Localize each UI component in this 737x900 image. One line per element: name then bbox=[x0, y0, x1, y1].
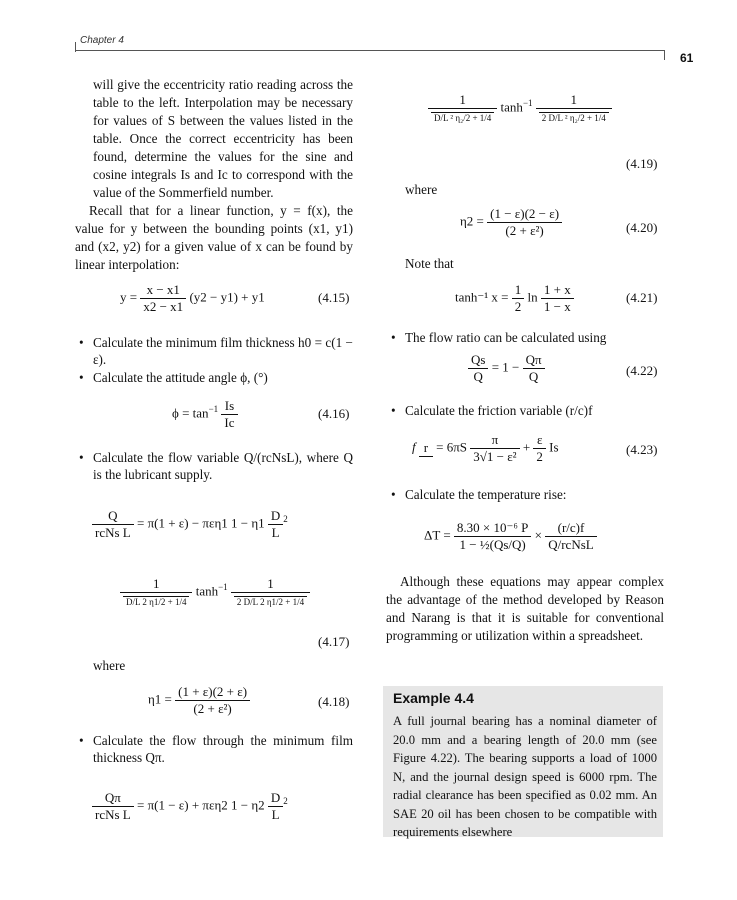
header-tick-left bbox=[75, 42, 76, 52]
eq415-rest: (y2 − y1) + y1 bbox=[189, 289, 265, 305]
eq419-mid: tanh bbox=[500, 99, 523, 115]
eq423-e-num: ε bbox=[536, 432, 543, 447]
eqqpi-tail-den: L bbox=[268, 806, 283, 823]
eqdt-num2: (r/c)f bbox=[557, 520, 585, 535]
where-label-2: where bbox=[405, 182, 438, 197]
eq417b-left-num: 1 bbox=[152, 576, 160, 591]
sqrt-right: 2 D/L 2 η1/2 + 1/4 bbox=[234, 596, 307, 607]
eq419-left-num: 1 bbox=[459, 92, 466, 107]
eq423-tail: Is bbox=[549, 439, 559, 455]
eq420-label: (4.20) bbox=[626, 220, 658, 235]
bullet-dot: • bbox=[391, 487, 396, 502]
header-rule bbox=[75, 50, 665, 51]
equation-delta-t bbox=[424, 520, 597, 553]
bullet-friction-text: Calculate the friction variable (r/c)f bbox=[405, 403, 593, 418]
bullet-min-film bbox=[79, 334, 353, 368]
eq421-coef-num: 1 bbox=[514, 282, 522, 297]
eq423-mid: = 6πS bbox=[436, 439, 467, 455]
bullet-flow-ratio-text: The flow ratio can be calculated using bbox=[405, 330, 607, 345]
equation-4-19: $\frac{1}{\text{D/L ² η₂/2 + 1/4}}$ $\tanh^{-1}$ $\frac{1}{\text{2 D/L ² η₂/2 + 1/4}}$ bbox=[428, 92, 612, 125]
eq423-frac-num: π bbox=[491, 432, 499, 447]
example-title: Example 4.4 bbox=[393, 690, 474, 706]
eqqpi-tail-num: D bbox=[270, 790, 281, 805]
eq422-den2: Q bbox=[523, 368, 545, 385]
eq416-num: Is bbox=[224, 398, 235, 413]
eq423-plus: + bbox=[522, 439, 531, 455]
sqrt-left-419: D/L ² η₂/2 + 1/4 bbox=[431, 112, 494, 123]
bullet-temperature bbox=[391, 486, 665, 503]
eq421-label: (4.21) bbox=[626, 290, 658, 305]
eq422-label: (4.22) bbox=[626, 363, 658, 378]
eq415-label: (4.15) bbox=[318, 290, 350, 305]
eq421-coef-den: 2 bbox=[512, 298, 525, 315]
chapter-label: Chapter 4 bbox=[80, 35, 124, 46]
eqqpi-rhs: = π(1 − ε) + πεη2 1 − η2 bbox=[137, 797, 265, 813]
equation-4-15 bbox=[120, 282, 265, 315]
eq418-label: (4.18) bbox=[318, 694, 350, 709]
equation-4-17-line2: $\frac{1}{D/L 2 \eta 1/2 + 1/4}$ $\tanh^{-1}$ $\frac{1}{2 D/L 2 \eta 1/2 + 1/4}$ bbox=[120, 576, 310, 609]
eq422-mid: = 1 − bbox=[491, 359, 520, 375]
eq421-ln: ln bbox=[527, 289, 538, 305]
eq416-label: (4.16) bbox=[318, 406, 350, 421]
equation-4-23 bbox=[412, 432, 559, 465]
eq420-lhs: η2 = bbox=[460, 213, 484, 229]
bullet-dot: • bbox=[79, 450, 84, 465]
eq422-num2: Qπ bbox=[525, 352, 542, 367]
eq423-lhs-den bbox=[419, 456, 433, 457]
eq417a-tail-num: D bbox=[270, 508, 281, 523]
bullet-friction bbox=[391, 402, 665, 419]
eq416-lhs: ϕ = tan bbox=[172, 405, 209, 421]
sqrt-left: D/L 2 η1/2 + 1/4 bbox=[123, 596, 189, 607]
eq417a-rhs: = π(1 + ε) − πεη1 1 − η1 bbox=[137, 515, 265, 531]
eq416-den: Ic bbox=[221, 414, 237, 431]
eq417b-mid: tanh bbox=[195, 583, 219, 599]
bullet-flow-min-film-text: Calculate the flow through the minimum film thickness Qπ. bbox=[93, 733, 353, 765]
eq419-left-den bbox=[428, 108, 497, 125]
bullet-dot: • bbox=[79, 335, 84, 350]
eq418-num: (1 + ε)(2 + ε) bbox=[178, 684, 248, 699]
eq419-label: (4.19) bbox=[626, 156, 658, 171]
eq423-label: (4.23) bbox=[626, 442, 658, 457]
bullet-dot: • bbox=[79, 733, 84, 748]
eqdt-num: 8.30 × 10⁻⁶ P bbox=[456, 520, 529, 535]
eq415-den: x2 − x1 bbox=[140, 298, 186, 315]
eq417a-den: rcNs L bbox=[92, 524, 134, 541]
page-number: 61 bbox=[680, 51, 694, 65]
eq421-den: 1 − x bbox=[541, 298, 574, 315]
eq420-den: (2 + ε²) bbox=[487, 222, 562, 239]
bullet-dot: • bbox=[391, 330, 396, 345]
equation-4-20 bbox=[460, 206, 562, 239]
bullet-temperature-text: Calculate the temperature rise: bbox=[405, 487, 567, 502]
equation-4-22 bbox=[468, 352, 545, 385]
bullet-flow-min-film bbox=[79, 732, 353, 766]
eq422-den1: Q bbox=[468, 368, 488, 385]
equation-4-17-line1: $\frac{Q}{\text{rcNs L}}$ = π(1 + ε) − πεη1 1 − η1 $\frac{D}{L}$ $^2$ bbox=[92, 508, 288, 541]
bullet-dot: • bbox=[391, 403, 396, 418]
eq419-right-den bbox=[536, 108, 612, 125]
bullet-min-film-text: Calculate the minimum film thickness h0 = c(1 − ε). bbox=[93, 335, 353, 367]
eq419-right-num: 1 bbox=[570, 92, 578, 107]
paragraph-3: Although these equations may appear complex the advantage of the method developed by Reason and Narang is that it is suitable for conventional programming or utilization within a spreadsheet. bbox=[386, 574, 664, 643]
eq417b-left-den bbox=[120, 592, 192, 609]
sqrt-right-419: 2 D/L ² η₂/2 + 1/4 bbox=[539, 112, 609, 123]
eq421-lhs: tanh⁻¹ x = bbox=[455, 289, 509, 305]
eq418-den: (2 + ε²) bbox=[175, 700, 250, 717]
eq417a-num: Q bbox=[108, 508, 118, 523]
paragraph-1: will give the eccentricity ratio reading across the table to the left. Interpolation may be necessary for values of S between the values listed in the table. Once the correct eccentricity has been found, determine the values for the sine and cosine integrals Is and Ic to correspond with the value of the Sommerfield number. bbox=[93, 77, 353, 200]
paragraph-2: Recall that for a linear function, y = f(x), the value for y between the bounding points (x1, y1) and (x2, y2) for a given value of x can be found by linear interpolation: bbox=[75, 203, 353, 272]
eq417b-right-den bbox=[231, 592, 310, 609]
eq415-num: x − x1 bbox=[146, 282, 180, 297]
where-label-1: where bbox=[93, 658, 126, 673]
eqdt-times: × bbox=[534, 527, 542, 543]
eq420-num: (1 − ε)(2 − ε) bbox=[490, 206, 560, 221]
bullet-attitude bbox=[79, 369, 353, 386]
note-label: Note that bbox=[405, 256, 454, 271]
eqdt-lhs: ΔT = bbox=[424, 527, 451, 543]
example-text: A full journal bearing has a nominal diameter of 20.0 mm and a bearing length of 20.0 mm (see Figure 4.22). The bearing supports a load of 1000 N, and the journal design speed is 6000 rpm. The radial clearance has been specified as 0.02 mm. An SAE 20 oil has been chosen to be compatible with requirements elsewhere bbox=[393, 714, 657, 839]
eq417b-right-num: 1 bbox=[267, 576, 274, 591]
eq423-e-den: 2 bbox=[533, 448, 546, 465]
header-tick-right bbox=[664, 50, 665, 60]
eq423-frac-den: 3√1 − ε² bbox=[470, 448, 519, 465]
eq423-lhs-num: r bbox=[423, 440, 429, 455]
equation-qpi: $\frac{Q\pi}{\text{rcNs L}}$ = π(1 − ε) + πεη2 1 − η2 $\frac{D}{L}$ $^2$ bbox=[92, 790, 288, 823]
equation-4-21 bbox=[455, 282, 574, 315]
eqqpi-num: Qπ bbox=[104, 790, 121, 805]
equation-4-16: $\phi = \tan^{-1}$ $\frac{Is}{Ic}$ bbox=[172, 398, 238, 431]
bullet-flow-variable-text: Calculate the flow variable Q/(rcNsL), where Q is the lubricant supply. bbox=[93, 450, 353, 482]
eq417a-tail-den: L bbox=[268, 524, 283, 541]
eqqpi-den: rcNs L bbox=[92, 806, 134, 823]
bullet-dot: • bbox=[79, 370, 84, 385]
bullet-flow-ratio bbox=[391, 329, 665, 346]
eq415-lhs: y = bbox=[120, 289, 138, 305]
eqdt-den: 1 − ½(Qs/Q) bbox=[454, 536, 531, 553]
eq422-num1: Qs bbox=[471, 352, 486, 367]
equation-4-18 bbox=[148, 684, 250, 717]
bullet-flow-variable bbox=[79, 449, 353, 483]
eq421-num: 1 + x bbox=[543, 282, 571, 297]
eqdt-den2: Q/rcNsL bbox=[545, 536, 597, 553]
eq417-label: (4.17) bbox=[318, 634, 350, 649]
bullet-attitude-text: Calculate the attitude angle ϕ, (°) bbox=[93, 370, 268, 385]
eq423-f: f bbox=[412, 439, 416, 455]
eq418-lhs: η1 = bbox=[148, 691, 172, 707]
